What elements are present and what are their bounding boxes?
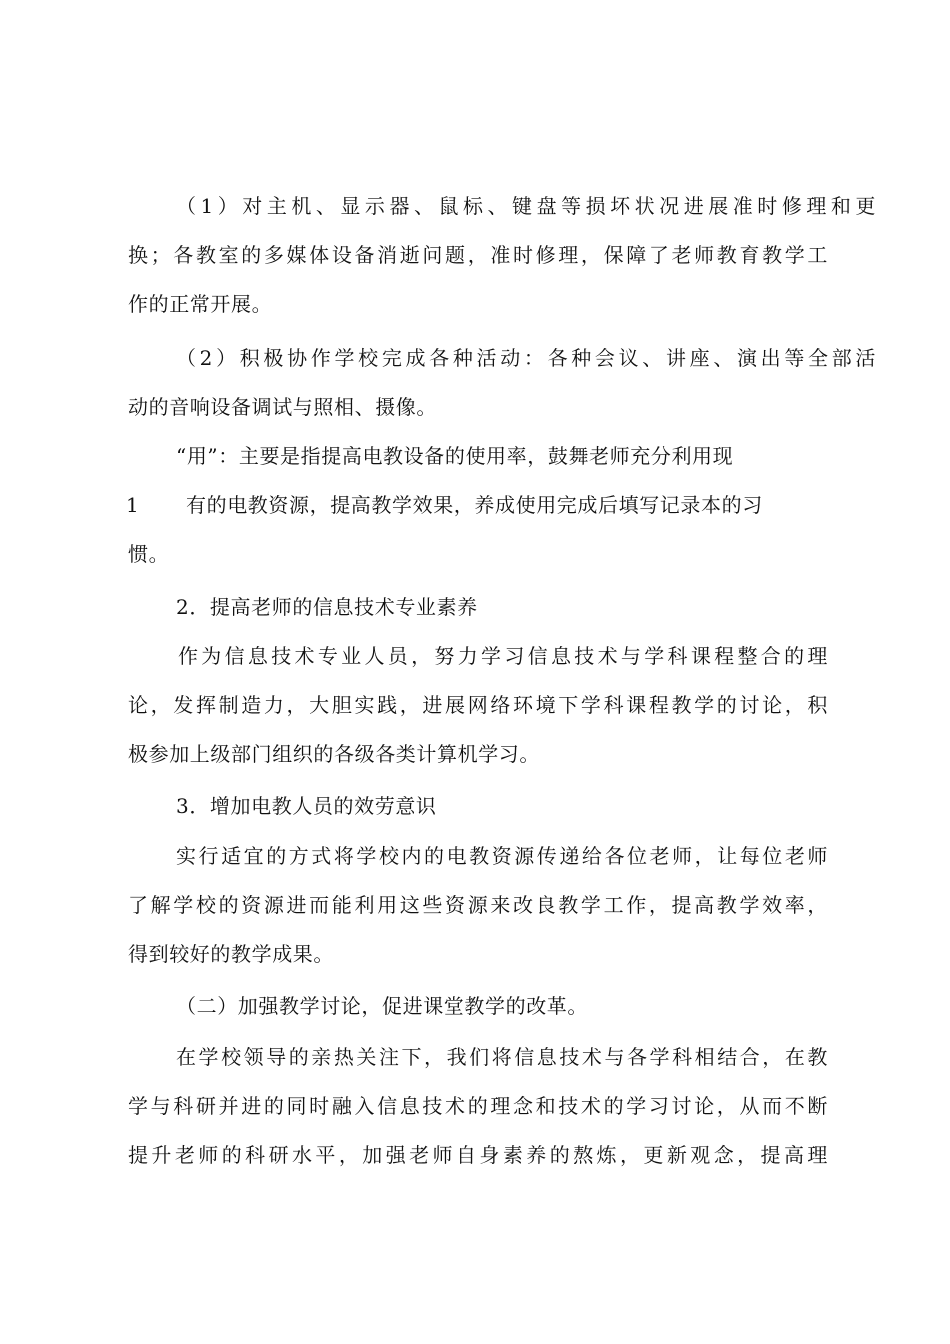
paragraph-line: 作的正常开展。 <box>128 292 273 316</box>
paragraph-line: 惯。 <box>128 542 170 566</box>
paragraph-line: 作为信息技术专业人员，努力学习信息技术与学科课程整合的理 <box>178 644 828 668</box>
paragraph-line: 得到较好的教学成果。 <box>128 942 334 966</box>
section-heading: （二）加强教学讨论，促进课堂教学的改革。 <box>176 994 588 1018</box>
paragraph-line: 有的电教资源，提高教学效果，养成使用完成后填写记录本的习 <box>186 493 763 517</box>
section-heading: 2．提高老师的信息技术专业素养 <box>176 595 478 619</box>
paragraph-line: 极参加上级部门组织的各级各类计算机学习。 <box>128 742 540 766</box>
paragraph-line: “用”：主要是指提高电教设备的使用率，鼓舞老师充分利用现 <box>176 444 734 468</box>
page-number: 1 <box>126 493 139 517</box>
paragraph-line: 了解学校的资源进而能利用这些资源来改良教学工作，提高教学效率， <box>128 893 828 917</box>
section-heading: 3．增加电教人员的效劳意识 <box>176 794 437 818</box>
paragraph-line: 动的音响设备调试与照相、摄像。 <box>128 395 437 419</box>
paragraph-line: 学与科研并进的同时融入信息技术的理念和技术的学习讨论，从而不断 <box>128 1094 828 1118</box>
paragraph-line: 实行适宜的方式将学校内的电教资源传递给各位老师，让每位老师 <box>176 844 828 868</box>
paragraph-line: 论，发挥制造力，大胆实践，进展网络环境下学科课程教学的讨论，积 <box>128 693 828 717</box>
paragraph-line: （2）积极协作学校完成各种活动：各种会议、讲座、演出等全部活 <box>176 346 876 370</box>
paragraph-line: 提升老师的科研水平，加强老师自身素养的熬炼，更新观念，提高理 <box>128 1143 828 1167</box>
paragraph-line: 换；各教室的多媒体设备消逝问题，准时修理，保障了老师教育教学工 <box>128 243 828 267</box>
paragraph-line: （1）对主机、显示器、鼠标、键盘等损坏状况进展准时修理和更 <box>176 194 876 218</box>
paragraph-line: 在学校领导的亲热关注下，我们将信息技术与各学科相结合，在教 <box>176 1045 828 1069</box>
